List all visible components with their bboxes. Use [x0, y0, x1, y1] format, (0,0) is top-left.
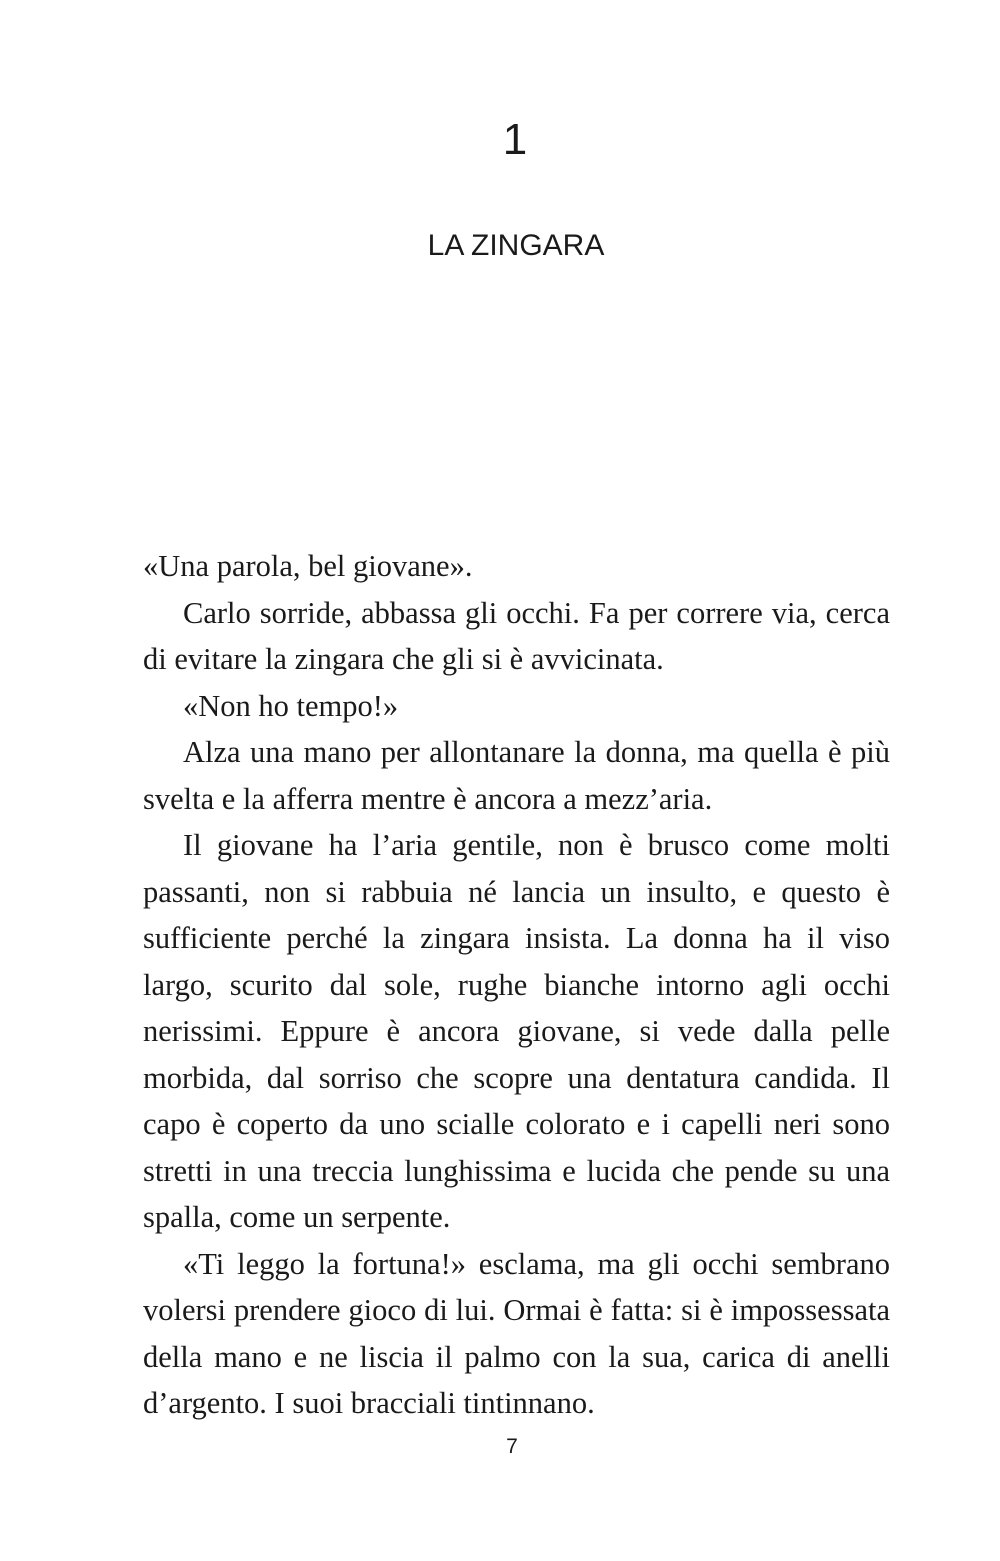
chapter-body	[143, 543, 890, 1427]
paragraph: «Una parola, bel giovane».	[143, 549, 473, 583]
paragraph: «Ti leggo la fortuna!» esclama, ma gli occhi sembrano volersi prendere gioco di lui. Ormai è fatta: si è impossessata della mano e ne liscia il palmo con la sua, carica di anelli d’argento. I suoi bracciali tintinnano.	[143, 1246, 890, 1420]
chapter-title: LA ZINGARA	[427, 229, 605, 262]
paragraph: Alza una mano per allontanare la donna, ma quella è più svelta e la afferra mentre è ancora a mezz’aria.	[143, 735, 890, 816]
chapter-number: 1	[502, 115, 528, 164]
paragraph: Carlo sorride, abbassa gli occhi. Fa per correre via, cerca di evitare la zingara che gli si è avvicinata.	[143, 595, 890, 676]
paragraph: «Non ho tempo!»	[183, 688, 399, 723]
page-number: 7	[506, 1435, 518, 1458]
paragraph: Il giovane ha l’aria gentile, non è brusco come molti passanti, non si rabbuia né lancia un insulto, e questo è sufficiente perché la zingara insista. La donna ha il viso largo, scurito dal sole, rughe bianche intorno agli occhi nerissimi. Eppure è ancora giovane, si vede dalla pelle morbida, dal sorriso che scopre una dentatura candida. Il capo è coperto da uno scialle colorato e i capelli neri sono stretti in una treccia lunghissima e lucida che pende su una spalla, come un serpente.	[143, 828, 890, 1234]
